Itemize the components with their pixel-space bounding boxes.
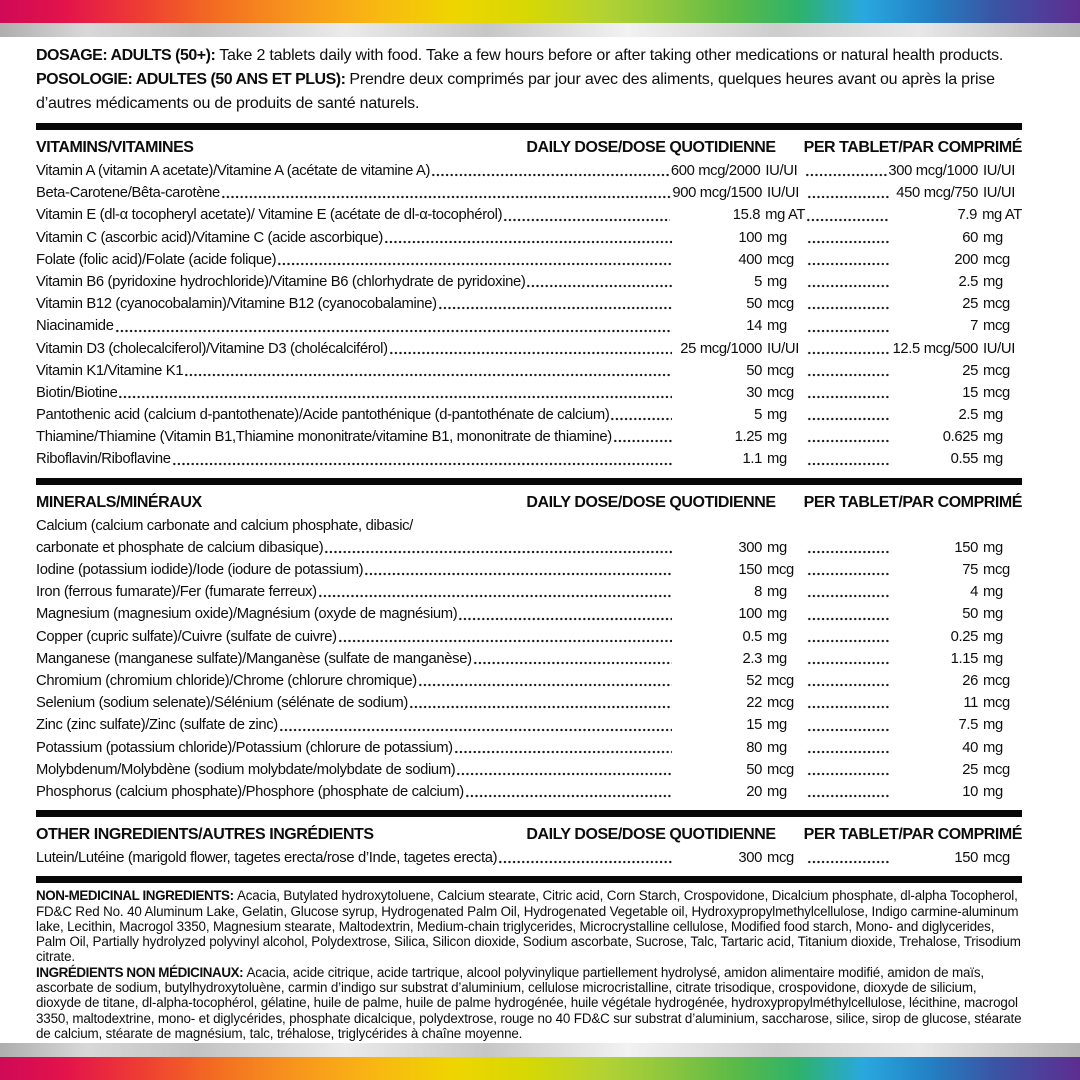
per-tablet-unit: mg — [983, 606, 1003, 623]
per-tablet-unit: mg — [983, 739, 1003, 756]
dot-leader — [278, 727, 672, 733]
per-tablet-unit: mg — [983, 229, 1003, 246]
ingredient-name: Zinc (zinc sulfate)/Zinc (sulfate de zinc) — [36, 717, 278, 734]
dot-leader — [806, 394, 890, 400]
daily-dose-unit: mg — [767, 628, 787, 645]
section-divider — [36, 123, 1022, 130]
daily-dose-value: 50 — [746, 362, 762, 379]
per-tablet-unit: mg AT — [982, 207, 1022, 224]
dot-leader — [806, 461, 890, 467]
per-tablet-value: 150 — [954, 539, 978, 556]
dot-leader — [337, 638, 672, 644]
non-medicinal-fr-label: INGRÉDIENTS NON MÉDICINAUX: — [36, 964, 247, 980]
section-header-row — [36, 822, 1022, 847]
per-tablet-value: 11 — [963, 695, 978, 712]
dot-leader — [455, 771, 672, 777]
top-rainbow-bar — [0, 0, 1080, 23]
daily-dose-value: 300 — [738, 539, 762, 556]
daily-dose-unit: mcg — [767, 761, 794, 778]
ingredient-row — [36, 648, 1022, 670]
daily-dose-unit: IU/UI — [767, 185, 799, 202]
per-tablet-value: 25 — [962, 761, 978, 778]
ingredient-name: Molybdenum/Molybdène (sodium molybdate/molybdate de sodium) — [36, 761, 456, 778]
per-tablet-value: 50 — [962, 606, 978, 623]
section-divider — [36, 478, 1022, 485]
dot-leader — [453, 749, 672, 755]
nutrition-sections — [36, 135, 1022, 883]
per-tablet-unit: mg — [983, 584, 1003, 601]
daily-dose-value: 2.3 — [742, 650, 762, 667]
ingredient-name: Iron (ferrous fumarate)/Fer (fumarate ferreux) — [36, 584, 317, 601]
section-title: OTHER INGREDIENTS/AUTRES INGRÉDIENTS — [36, 826, 374, 844]
dosage-text — [36, 44, 1022, 116]
column-header-per-tablet: PER TABLET/PAR COMPRIMÉ — [803, 493, 1022, 511]
dot-leader — [806, 283, 890, 289]
ingredient-row — [36, 759, 1022, 781]
per-tablet-value: 450 mcg/750 — [896, 185, 978, 202]
dot-leader — [806, 305, 890, 311]
daily-dose-unit: mg AT — [765, 207, 806, 224]
non-medicinal-block — [36, 888, 1022, 1041]
ingredient-name: Biotin/Biotine — [36, 384, 118, 401]
nutrition-section — [36, 822, 1022, 869]
per-tablet-unit: mg — [983, 429, 1003, 446]
section-divider — [36, 810, 1022, 817]
daily-dose-unit: mcg — [767, 695, 794, 712]
ingredient-name: Phosphorus (calcium phosphate)/Phosphore (phosphate de calcium) — [36, 783, 464, 800]
daily-dose-value: 80 — [746, 739, 762, 756]
ingredient-name: Vitamin D3 (cholecalciferol)/Vitamine D3 (cholécalciférol) — [36, 340, 388, 357]
daily-dose-unit: mg — [767, 273, 787, 290]
ingredient-name: Riboflavin/Riboflavine — [36, 451, 171, 468]
ingredient-row — [36, 360, 1022, 382]
ingredient-name: Pantothenic acid (calcium d-pantothenate)/Acide pantothénique (d-pantothénate de calcium) — [36, 407, 610, 424]
dot-leader — [806, 328, 890, 334]
ingredient-row — [36, 227, 1022, 249]
dot-leader — [806, 239, 890, 245]
dot-leader — [806, 638, 890, 644]
per-tablet-unit: mg — [983, 539, 1003, 556]
dot-leader — [220, 194, 672, 200]
dot-leader — [806, 438, 890, 444]
daily-dose-value: 5 — [754, 407, 762, 424]
ingredient-name: Magnesium (magnesium oxide)/Magnésium (oxyde de magnésium) — [36, 606, 458, 623]
daily-dose-value: 600 mcg/2000 — [670, 163, 761, 179]
dot-leader — [806, 704, 890, 710]
dot-leader — [117, 394, 672, 400]
ingredient-name: Folate (folic acid)/Folate (acide folique) — [36, 251, 277, 268]
ingredient-name: Vitamin E (dl-α tocopheryl acetate)/ Vitamine E (acétate de dl-α-tocophérol) — [36, 207, 503, 224]
daily-dose-unit: mg — [767, 650, 787, 667]
per-tablet-value: 150 — [954, 850, 978, 867]
daily-dose-unit: mg — [767, 451, 787, 468]
per-tablet-value: 0.625 — [942, 429, 978, 446]
dot-leader — [183, 372, 672, 378]
per-tablet-unit: mcg — [983, 362, 1010, 379]
dot-leader — [806, 372, 890, 378]
ingredient-row — [36, 847, 1022, 869]
dot-leader — [497, 859, 672, 865]
daily-dose-unit: mg — [767, 407, 787, 424]
daily-dose-value: 100 — [738, 606, 762, 623]
column-header-per-tablet: PER TABLET/PAR COMPRIMÉ — [803, 139, 1022, 156]
daily-dose-unit: IU/UI — [765, 163, 798, 179]
per-tablet-value: 7 — [970, 318, 978, 335]
ingredient-name: Vitamin B6 (pyridoxine hydrochloride)/Vitamine B6 (chlorhydrate de pyridoxine) — [36, 273, 526, 290]
daily-dose-unit: mg — [767, 584, 787, 601]
dot-leader — [806, 571, 890, 577]
per-tablet-value: 300 mcg/1000 — [888, 163, 978, 179]
ingredient-name: Potassium (potassium chloride)/Potassium (chlorure de potassium) — [36, 739, 453, 756]
per-tablet-unit: mcg — [983, 296, 1010, 313]
daily-dose-value: 50 — [746, 761, 762, 778]
nutrition-section — [36, 135, 1022, 471]
per-tablet-unit: mg — [983, 451, 1003, 468]
per-tablet-unit: mg — [983, 628, 1003, 645]
column-header-daily-dose: DAILY DOSE/DOSE QUOTIDIENNE — [526, 493, 776, 511]
dot-leader — [408, 704, 672, 710]
daily-dose-value: 8 — [754, 584, 762, 601]
dot-leader — [612, 438, 672, 444]
daily-dose-value: 5 — [754, 273, 762, 290]
section-title: MINERALS/MINÉRAUX — [36, 493, 202, 511]
per-tablet-unit: IU/UI — [983, 163, 1015, 179]
ingredient-name: carbonate et phosphate de calcium dibasique) — [36, 539, 324, 556]
dot-leader — [806, 261, 890, 267]
ingredient-name: Beta-Carotene/Bêta-carotène — [36, 185, 220, 202]
per-tablet-value: 12.5 mcg/500 — [892, 340, 978, 357]
per-tablet-value: 15 — [962, 384, 978, 401]
dot-leader — [383, 239, 672, 245]
daily-dose-unit: mg — [767, 606, 787, 623]
daily-dose-unit: IU/UI — [767, 340, 799, 357]
dot-leader — [502, 217, 670, 223]
daily-dose-value: 400 — [738, 251, 762, 268]
ingredient-row — [36, 182, 1022, 204]
ingredient-name: Lutein/Lutéine (marigold flower, tagetes erecta/rose d’Inde, tagetes erecta) — [36, 850, 498, 867]
ingredient-row — [36, 714, 1022, 736]
per-tablet-value: 10 — [962, 783, 978, 800]
daily-dose-unit: mcg — [767, 850, 794, 867]
per-tablet-unit: mcg — [983, 672, 1010, 689]
dot-leader — [525, 283, 672, 289]
daily-dose-value: 1.25 — [734, 429, 762, 446]
ingredient-name: Thiamine/Thiamine (Vitamin B1,Thiamine mononitrate/vitamine B1, mononitrate de thiamine) — [36, 429, 612, 446]
ingredient-row — [36, 537, 1022, 559]
per-tablet-unit: mcg — [983, 695, 1010, 712]
bottom-silver-bar — [0, 1043, 1080, 1057]
dot-leader — [114, 328, 672, 334]
ingredient-name: Copper (cupric sulfate)/Cuivre (sulfate de cuivre) — [36, 628, 337, 645]
dot-leader — [464, 793, 672, 799]
ingredient-row — [36, 559, 1022, 581]
dot-leader — [806, 660, 890, 666]
per-tablet-unit: mg — [983, 717, 1003, 734]
per-tablet-unit: mcg — [983, 761, 1010, 778]
dot-leader — [806, 194, 890, 200]
daily-dose-value: 25 mcg/1000 — [680, 340, 762, 357]
daily-dose-value: 15.8 — [732, 207, 761, 224]
per-tablet-value: 7.5 — [958, 717, 978, 734]
per-tablet-unit: mg — [983, 783, 1003, 800]
per-tablet-unit: mcg — [983, 251, 1010, 268]
ingredient-name: Vitamin C (ascorbic acid)/Vitamine C (acide ascorbique) — [36, 229, 383, 246]
ingredient-name: Niacinamide — [36, 318, 114, 335]
per-tablet-unit: mcg — [983, 850, 1010, 867]
ingredient-row — [36, 781, 1022, 803]
daily-dose-unit: mcg — [767, 384, 794, 401]
section-title: VITAMINS/VITAMINES — [36, 139, 194, 156]
daily-dose-unit: mg — [767, 739, 787, 756]
ingredient-name: Selenium (sodium selenate)/Sélénium (sélénate de sodium) — [36, 695, 408, 712]
ingredient-row — [36, 692, 1022, 714]
ingredient-name: Vitamin A (vitamin A acetate)/Vitamine A (acétate de vitamine A) — [36, 163, 431, 179]
ingredient-row — [36, 670, 1022, 692]
ingredient-name: Vitamin K1/Vitamine K1 — [36, 362, 184, 379]
ingredient-row — [36, 271, 1022, 293]
daily-dose-unit: mcg — [767, 672, 794, 689]
ingredient-name: Chromium (chromium chloride)/Chrome (chlorure chromique) — [36, 672, 417, 689]
per-tablet-value: 75 — [962, 562, 978, 578]
per-tablet-value: 200 — [954, 251, 978, 268]
column-header-per-tablet: PER TABLET/PAR COMPRIMÉ — [803, 826, 1022, 844]
daily-dose-unit: mg — [767, 429, 787, 446]
daily-dose-value: 14 — [746, 318, 762, 335]
daily-dose-unit: mg — [767, 318, 787, 335]
dosage-fr-label: POSOLOGIE: ADULTES (50 ANS ET PLUS): — [36, 71, 350, 88]
ingredient-name-wrap-line: Calcium (calcium carbonate and calcium phosphate, dibasic/ — [36, 517, 413, 534]
ingredient-row — [36, 626, 1022, 648]
daily-dose-unit: mg — [767, 539, 787, 556]
daily-dose-value: 15 — [746, 717, 762, 734]
daily-dose-value: 50 — [746, 296, 762, 313]
section-divider — [36, 876, 1022, 883]
dot-leader — [806, 549, 890, 555]
daily-dose-value: 22 — [746, 695, 762, 712]
ingredient-row — [36, 249, 1022, 271]
per-tablet-value: 25 — [962, 296, 978, 313]
dot-leader — [804, 172, 888, 178]
ingredient-name: Vitamin B12 (cyanocobalamin)/Vitamine B12 (cyanocobalamine) — [36, 296, 437, 313]
per-tablet-value: 0.25 — [950, 628, 978, 645]
dot-leader — [437, 305, 672, 311]
daily-dose-unit: mg — [767, 783, 787, 800]
dot-leader — [806, 593, 890, 599]
per-tablet-value: 1.15 — [950, 650, 978, 667]
column-header-daily-dose: DAILY DOSE/DOSE QUOTIDIENNE — [526, 826, 776, 844]
ingredient-row — [36, 737, 1022, 759]
per-tablet-value: 40 — [962, 739, 978, 756]
daily-dose-value: 1.1 — [742, 451, 762, 468]
ingredient-name: Iodine (potassium iodide)/Iode (iodure de potassium) — [36, 562, 364, 578]
per-tablet-value: 7.9 — [957, 207, 978, 224]
ingredient-row — [36, 315, 1022, 337]
dosage-block — [36, 44, 1022, 116]
ingredient-row — [36, 204, 1022, 226]
daily-dose-value: 52 — [746, 672, 762, 689]
column-header-daily-dose: DAILY DOSE/DOSE QUOTIDIENNE — [526, 139, 776, 156]
dot-leader — [806, 682, 890, 688]
per-tablet-value: 2.5 — [958, 273, 978, 290]
per-tablet-unit: mcg — [983, 318, 1010, 335]
per-tablet-value: 2.5 — [958, 407, 978, 424]
per-tablet-unit: IU/UI — [983, 185, 1015, 202]
per-tablet-value: 4 — [970, 584, 978, 601]
per-tablet-value: 26 — [962, 672, 978, 689]
per-tablet-unit: IU/UI — [983, 340, 1015, 357]
dot-leader — [388, 350, 672, 356]
per-tablet-unit: mcg — [983, 384, 1010, 401]
dot-leader — [806, 616, 890, 622]
dot-leader — [806, 350, 890, 356]
ingredient-row — [36, 448, 1022, 470]
dot-leader — [805, 217, 889, 223]
ingredient-row — [36, 426, 1022, 448]
dot-leader — [363, 571, 672, 577]
per-tablet-unit: mg — [983, 407, 1003, 424]
dosage-fr-text: Prendre deux comprimés par jour avec des aliments, quelques heures avant ou après la prise d’autres médicaments ou de produits de santé naturels. — [36, 71, 995, 112]
daily-dose-unit: mg — [767, 229, 787, 246]
dot-leader — [171, 461, 672, 467]
daily-dose-unit: mg — [767, 717, 787, 734]
dot-leader — [457, 616, 672, 622]
dot-leader — [323, 549, 672, 555]
ingredient-row — [36, 581, 1022, 603]
daily-dose-unit: mcg — [767, 251, 794, 268]
ingredient-row — [36, 338, 1022, 360]
ingredient-row — [36, 382, 1022, 404]
daily-dose-value: 20 — [746, 783, 762, 800]
daily-dose-value: 30 — [746, 384, 762, 401]
per-tablet-value: 0.55 — [950, 451, 978, 468]
ingredient-row — [36, 603, 1022, 625]
non-medicinal-fr-text: Acacia, acide citrique, acide tartrique, alcool polyvinylique partiellement hydrolysé, amidon alimentaire modifié, amidon de maïs, ascorbate de sodium, butylhydroxytoluène, carmin d’indigo sur substrat d’aluminium, cellulose microcristalline, citrate trisodique, crospovidone, dioxyde de silicium, dioxyde de titane, dl-alpha-tocophérol, gélatine, huile de palme, huile de palme hydrogénée, huile végétale hydrogénée, hydroxypropylméthylcellulose, lécithine, macrogol 3350, maltodextrine, mono- et diglycérides, phosphate dicalcique, polydextrose, rouge no 40 FD&C sur substrat d’aluminium, saccharose, silice, sirop de glucose, stéarate de calcium, stéarate de magnésium, talc, tréhalose, triglycérides à chaîne moyenne. — [36, 964, 1022, 1041]
daily-dose-value: 100 — [738, 229, 762, 246]
dot-leader — [276, 261, 672, 267]
per-tablet-value: 60 — [962, 229, 978, 246]
dot-leader — [472, 660, 672, 666]
per-tablet-unit: mcg — [983, 562, 1010, 578]
daily-dose-unit: mcg — [767, 362, 794, 379]
ingredient-name: Manganese (manganese sulfate)/Manganèse (sulfate de manganèse) — [36, 650, 472, 667]
non-medicinal-en-label: NON-MEDICINAL INGREDIENTS: — [36, 888, 237, 904]
top-silver-bar — [0, 23, 1080, 37]
dot-leader — [806, 727, 890, 733]
per-tablet-value: 25 — [962, 362, 978, 379]
dot-leader — [806, 749, 890, 755]
daily-dose-value: 0.5 — [742, 628, 762, 645]
dot-leader — [609, 416, 672, 422]
daily-dose-value: 150 — [738, 562, 762, 578]
daily-dose-value: 900 mcg/1500 — [672, 185, 762, 202]
dot-leader — [806, 859, 890, 865]
dosage-en-label: DOSAGE: ADULTS (50+): — [36, 47, 220, 64]
dot-leader — [430, 172, 670, 178]
daily-dose-unit: mcg — [767, 296, 794, 313]
per-tablet-unit: mg — [983, 273, 1003, 290]
dot-leader — [806, 416, 890, 422]
ingredient-row — [36, 404, 1022, 426]
per-tablet-unit: mg — [983, 650, 1003, 667]
section-header-row — [36, 490, 1022, 515]
non-medicinal-en-text: Acacia, Butylated hydroxytoluene, Calcium stearate, Citric acid, Corn Starch, Crospovidone, Dicalcium phosphate, dl-alpha Tocopherol, FD&C Red No. 40 Aluminum Lake, Gelatin, Glucose syrup, Hydrogenated Palm Oil, Hydrogenated Vegetable oil, Hydroxypropylmethylcellulose, Indigo carmine-aluminum lake, Lecithin, Macrogol 3350, Magnesium stearate, Maltodextrin, Medium-chain triglycerides, Microcrystalline cellulose, Modified food starch, Mono- and diglycerides, Palm Oil, Partially hydrolyzed polyvinyl alcohol, Polydextrose, Silica, Silicon dioxide, Sodium ascorbate, Sucrose, Talc, Tartaric acid, Titanium dioxide, Trehalose, Trisodium citrate. — [36, 888, 1021, 965]
dot-leader — [806, 793, 890, 799]
ingredient-row — [36, 293, 1022, 315]
daily-dose-value: 300 — [738, 850, 762, 867]
label-content — [0, 37, 1080, 1058]
daily-dose-unit: mcg — [767, 562, 794, 578]
nutrition-section — [36, 490, 1022, 803]
dot-leader — [806, 771, 890, 777]
dosage-en-text: Take 2 tablets daily with food. Take a few hours before or after taking other medications or natural health products. — [219, 47, 1004, 64]
bottom-rainbow-bar — [0, 1057, 1080, 1080]
dot-leader — [417, 682, 672, 688]
dot-leader — [317, 593, 672, 599]
section-header-row — [36, 135, 1022, 160]
ingredient-row — [36, 160, 1022, 182]
